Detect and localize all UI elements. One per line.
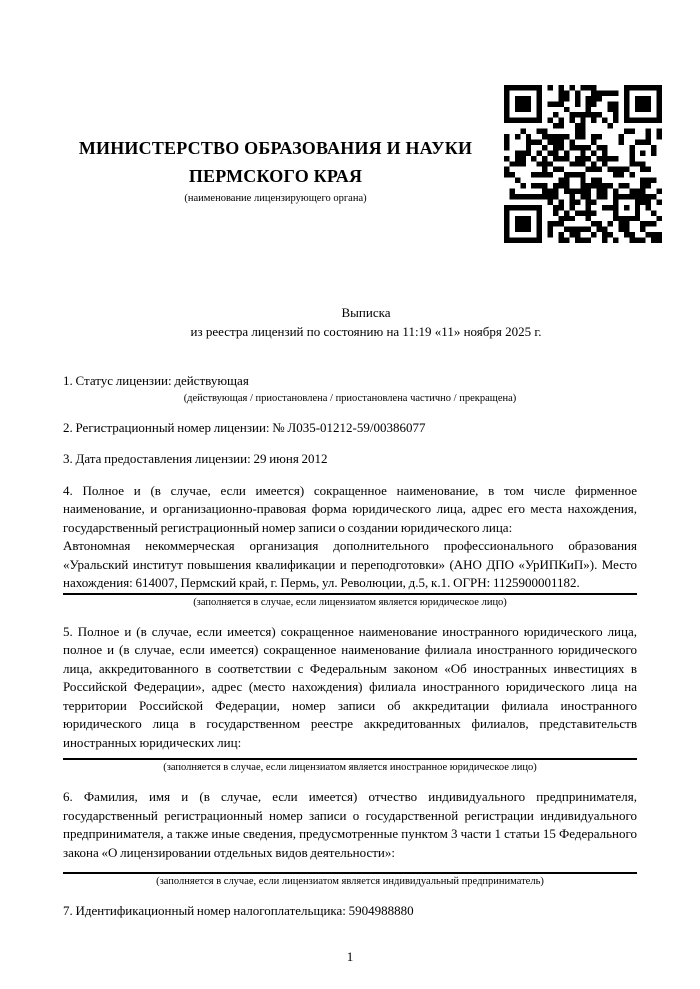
license-status-options-caption: (действующая / приостановлена / приостановлена частично / прекращена) bbox=[183, 392, 517, 404]
individual-entrepreneur-prompt: 6. Фамилия, имя и (в случае, если имеется) отчество индивидуального предпринимателя, государственный регистрационный номер записи о государственной регистрации индивидуального предпринимателя, а также иные сведения, предусмотренные пунктом 3 части 1 статьи 15 Федерального закона «О лицензировании отдельных видов деятельности»: bbox=[63, 789, 637, 860]
foreign-entity-caption: (заполняется в случае, если лицензиатом является иностранное юридическое лицо) bbox=[163, 762, 537, 773]
foreign-entity-prompt: 5. Полное и (в случае, если имеется) сокращенное наименование иностранного юридического лица, полное и (в случае, если имеется) сокращенное наименование филиала иностранного юридического лица, аккредитованного в соответствии с Федеральным законом «Об иностранных инвестициях в Российской Федерации», адрес (место нахождения) филиала иностранного юридического лица на территории Российской Федерации, номер записи об аккредитации филиала иностранного юридического лица в государственном реестре аккредитованных филиалов, представительств иностранных юридических лиц: bbox=[63, 623, 637, 750]
item-license-date bbox=[63, 450, 637, 469]
item-taxpayer-number bbox=[63, 902, 637, 921]
blank-fill-space bbox=[63, 862, 637, 872]
item-individual-entrepreneur bbox=[63, 788, 637, 889]
legal-entity-caption: (заполняется в случае, если лицензиатом является юридическое лицо) bbox=[193, 596, 507, 608]
individual-entrepreneur-caption: (заполняется в случае, если лицензиатом является индивидуальный предприниматель) bbox=[156, 876, 544, 887]
licensing-authority-header bbox=[63, 134, 488, 206]
license-status-text: 1. Статус лицензии: действующая bbox=[63, 373, 249, 388]
item-registration-number bbox=[63, 419, 637, 438]
page-number: 1 bbox=[346, 948, 354, 964]
item-license-status bbox=[63, 372, 637, 406]
license-items bbox=[63, 372, 637, 921]
ministry-name-line2: ПЕРМСКОГО КРАЯ bbox=[188, 166, 363, 186]
legal-entity-value: Автономная некоммерческая организация дополнительного профессионального образования «Уральский институт повышения квалификации и переподготовки» (АНО ДПО «УрИПКиП»). Место нахождения: 614007, Пермский край, г. Пермь, ул. Революции, д.5, к.1. ОГРН: 1125900001182. bbox=[63, 538, 637, 590]
legal-entity-prompt: 4. Полное и (в случае, если имеется) сокращенное наименование, в том числе фирменное наименование, и организационно-правовая форма юридического лица, адрес его места нахождения, государственный регистрационный номер записи о создании юридического лица: bbox=[63, 482, 637, 535]
license-date-text: 3. Дата предоставления лицензии: 29 июня 2012 bbox=[63, 451, 328, 466]
taxpayer-number-text: 7. Идентификационный номер налогоплательщика: 5904988880 bbox=[63, 903, 414, 918]
ministry-name-caption: (наименование лицензирующего органа) bbox=[184, 193, 367, 204]
document-title-line2: из реестра лицензий по состоянию на 11:19 «11» ноября 2025 г. bbox=[190, 324, 542, 339]
qr-code bbox=[504, 85, 662, 243]
document-title-line1: Выписка bbox=[341, 305, 391, 320]
item-legal-entity bbox=[63, 482, 637, 610]
document-title bbox=[79, 303, 653, 341]
item-foreign-entity bbox=[63, 623, 637, 776]
ministry-name-line1: МИНИСТЕРСТВО ОБРАЗОВАНИЯ И НАУКИ bbox=[78, 138, 473, 158]
registration-number-text: 2. Регистрационный номер лицензии: № Л035-01212-59/00386077 bbox=[63, 419, 426, 435]
